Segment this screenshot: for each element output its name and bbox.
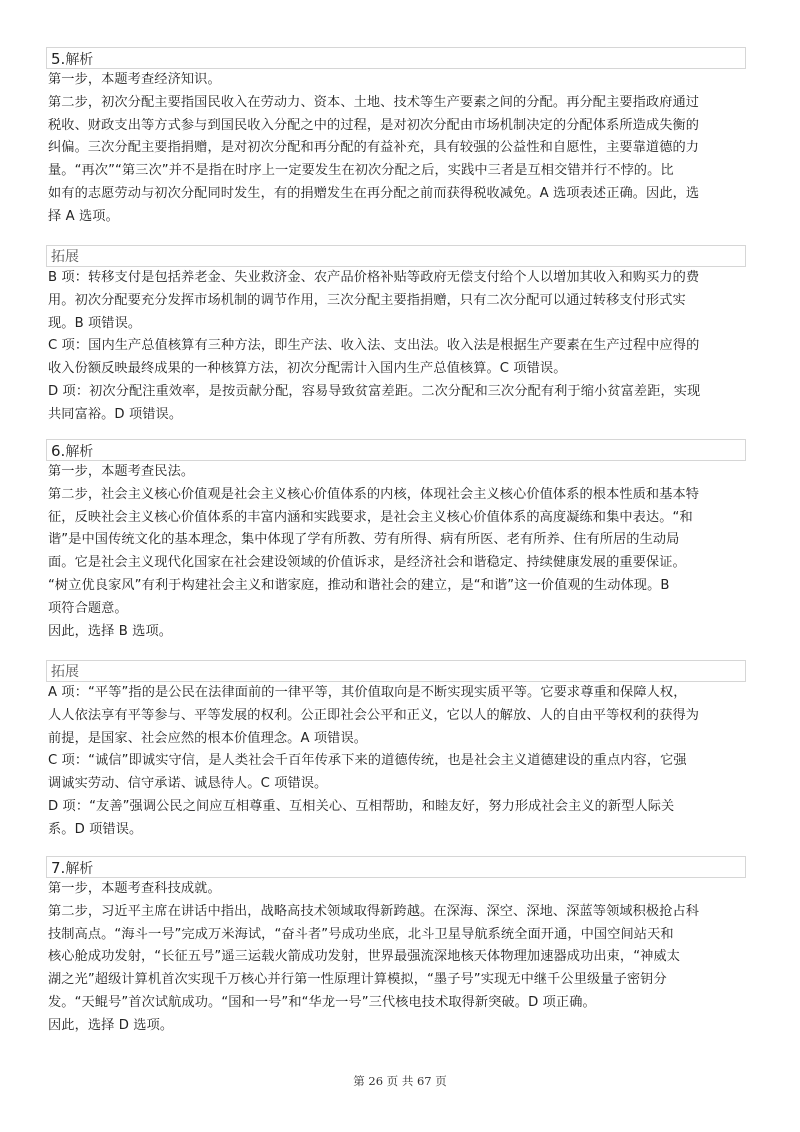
section-6 (46, 439, 746, 643)
section-5 (46, 47, 746, 229)
header-label: 解析 (65, 861, 94, 877)
text-line: 第二步，习近平主席在讲话中指出，战略高技术领域取得新跨越。在深海、深空、深地、深蓝等领域积极抢占科 (48, 903, 700, 919)
text-line: 如有的志愿劳动与初次分配同时发生，有的捐赠发生在再分配之前而获得税收减免。A 选项表述正确。因此，选 (48, 185, 700, 201)
text-line: A 项：“平等”指的是公民在法律面前的一律平等，其价值取向是不断实现实质平等。它要求尊重和保障人权， (48, 685, 687, 700)
text-line: 面。它是社会主义现代化国家在社会建设领域的价值诉求，是经济社会和谐稳定、持续健康发展的重要保证。 (48, 555, 686, 571)
text-line: 税收、财政支出等方式参与到国民收入分配之中的过程，是对初次分配由市场机制决定的分配体系所造成失衡的 (48, 117, 700, 133)
text-line: 收入份额反映最终成果的一种核算方法，初次分配需计入国内生产总值核算。C 项错误。 (48, 361, 567, 377)
extension-header: 拓展 (46, 245, 746, 267)
text-line: 量。“再次”“第三次”并不是指在时序上一定要发生在初次分配之后，实践中三者是互相交错并行不悖的。比 (48, 163, 674, 179)
section-header (46, 856, 746, 878)
text-line: 现。B 项错误。 (48, 315, 142, 331)
text-line: 择 A 选项。 (48, 208, 119, 224)
text-line: 第一步，本题考查科技成就。 (48, 881, 221, 896)
section-6-extension (46, 660, 746, 842)
extension-body (46, 267, 746, 427)
text-line: C 项：“诚信”即诚实守信，是人类社会千百年传承下来的道德传统，也是社会主义道德建设的重点内容，它强 (48, 753, 687, 769)
text-line: 发。“天鲲号”首次试航成功。“国和一号”和“华龙一号”三代核电技术取得新突破。D 项正确。 (48, 994, 596, 1010)
text-line: 因此，选择 B 选项。 (48, 623, 173, 639)
text-line: 因此，选择 D 选项。 (48, 1017, 174, 1033)
section-header (46, 47, 746, 69)
text-line: D 项：“友善”强调公民之间应互相尊重、互相关心、互相帮助，和睦友好，努力形成社会主义的新型人际关 (48, 798, 675, 814)
question-number: 7. (51, 859, 66, 877)
text-line: 谐”是中国传统文化的基本理念，集中体现了学有所教、劳有所得、病有所医、老有所养、住有所居的生动局 (48, 532, 680, 548)
extension-body (46, 682, 746, 842)
text-line: 用。初次分配要充分发挥市场机制的调节作用，三次分配主要指捐赠，只有二次分配可以通过转移支付形式实 (48, 292, 686, 308)
page-footer: 第 26 页 共 67 页 (353, 1074, 447, 1088)
section-5-extension (46, 245, 746, 427)
text-line: B 项：转移支付是包括养老金、失业救济金、农产品价格补贴等政府无偿支付给个人以增加其收入和购买力的费 (48, 270, 700, 285)
text-line: 前提，是国家、社会应然的根本价值理念。A 项错误。 (48, 730, 368, 746)
analysis-body (46, 69, 746, 229)
text-line: C 项：国内生产总值核算有三种方法，即生产法、收入法、支出法。收入法是根据生产要素在生产过程中应得的 (48, 338, 700, 354)
section-7 (46, 856, 746, 1038)
extension-header: 拓展 (46, 660, 746, 682)
section-header (46, 439, 746, 461)
text-line: 第二步，社会主义核心价值观是社会主义核心价值体系的内核，体现社会主义核心价值体系的根本性质和基本特 (48, 486, 700, 502)
header-label: 解析 (65, 444, 94, 460)
text-line: 纠偏。三次分配主要指捐赠，是对初次分配和再分配的有益补充，具有较强的公益性和自愿性，主要靠道德的力 (48, 140, 700, 156)
question-number: 5. (51, 50, 66, 68)
header-label: 解析 (65, 52, 94, 68)
text-line: 第一步，本题考查经济知识。 (48, 72, 221, 87)
question-number: 6. (51, 442, 66, 460)
text-line: 系。D 项错误。 (48, 821, 143, 837)
analysis-body (46, 461, 746, 643)
text-line: 技制高点。“海斗一号”完成万米海试，“奋斗者”号成功坐底，北斗卫星导航系统全面开通，中国空间站天和 (48, 926, 674, 942)
text-line: 人人依法享有平等参与、平等发展的权利。公正即社会公平和正义，它以人的解放、人的自由平等权利的获得为 (48, 707, 700, 723)
text-line: 共同富裕。D 项错误。 (48, 406, 183, 422)
text-line: 核心舱成功发射，“长征五号”遥三运载火箭成功发射，世界最强流深地核天体物理加速器成功出束，“神威太 (48, 949, 681, 965)
text-line: 湖之光”超级计算机首次实现千万核心并行第一性原理计算模拟，“墨子号”实现无中继千公里级量子密钥分 (48, 972, 667, 988)
text-line: 项符合题意。 (48, 600, 128, 616)
text-line: 第二步，初次分配主要指国民收入在劳动力、资本、土地、技术等生产要素之间的分配。再分配主要指政府通过 (48, 94, 700, 110)
text-line: D 项：初次分配注重效率，是按贡献分配，容易导致贫富差距。二次分配和三次分配有利于缩小贫富差距，实现 (48, 383, 701, 399)
text-line: “树立优良家风”有利于构建社会主义和谐家庭，推动和谐社会的建立，是“和谐”这一价值观的生动体现。B (48, 577, 670, 593)
text-line: 调诚实劳动、信守承诺、诚恳待人。C 项错误。 (48, 776, 328, 792)
analysis-body (46, 878, 746, 1038)
text-line: 第一步，本题考查民法。 (48, 464, 195, 479)
text-line: 征，反映社会主义核心价值体系的丰富内涵和实践要求，是社会主义核心价值体系的高度凝练和集中表达。“和 (48, 509, 693, 525)
